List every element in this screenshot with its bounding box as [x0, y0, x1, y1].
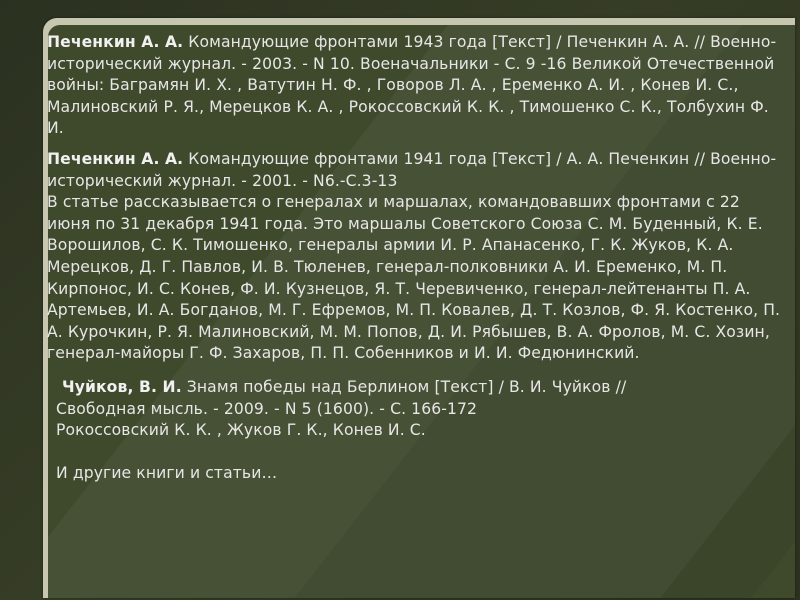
entry-author: Печенкин А. А. [47, 149, 184, 168]
entry-subjects: Рокоссовский К. К. , Жуков Г. К., Конев И. С. [56, 421, 426, 440]
bibliography-entry [47, 377, 782, 442]
closing-note: И другие книги и статьи… [56, 463, 278, 482]
entry-citation: Командующие фронтами 1943 года [Текст] / Печенкин А. А. // Военно-исторический журнал. - 2003. - N 10. Военачальники - С. 9 -16 Великой Отечественной войны: Баграмян И. Х. , Ватутин Н. Ф. , Говоров Л. А. , Еременко А. И. , Конев И. С., Малиновский Р. Я., Мерецков К. А. , Рокоссовский К. К. , Тимошенко С. К., Толбухин Ф. И. [47, 33, 777, 138]
bibliography-list [47, 32, 782, 484]
entry-description: В статье рассказывается о генералах и маршалах, командовавших фронтами с 22 июня по 31 декабря 1941 года. Это маршалы Советского Союза С. М. Буденный, К. Е. Ворошилов, С. К. Тимошенко, генералы армии И. Р. Апанасенко, Г. К. Жуков, К. А. Мерецков, Д. Г. Павлов, И. В. Тюленев, генерал-полковники А. И. Еременко, М. П. Кирпонос, И. С. Конев, Ф. И. Кузнецов, Я. Т. Черевиченко, генерал-лейтенанты П. А. Артемьев, И. А. Богданов, М. Г. Ефремов, М. П. Ковалев, Д. Т. Козлов, Ф. Я. Костенко, П. А. Курочкин, Р. Я. Малиновский, М. М. Попов, Д. И. Рябышев, В. А. Фролов, М. С. Хозин, генерал-майоры Г. Ф. Захаров, П. П. Собенников и И. И. Федюнинский. [47, 193, 781, 363]
bibliography-entry [47, 32, 782, 140]
entry-citation: Командующие фронтами 1941 года [Текст] / А. А. Печенкин // Военно-исторический журнал. - 2001. - N6.-С.3-13 [47, 149, 777, 190]
entry-citation-line: Свободная мысль. - 2009. - N 5 (1600). - С. 166-172 [56, 399, 478, 418]
bibliography-entry [47, 149, 782, 365]
entry-author: Печенкин А. А. [47, 33, 184, 51]
entry-citation: Знамя победы над Берлином [Текст] / В. И. Чуйков // [181, 377, 627, 396]
entry-first-line [56, 377, 782, 399]
entry-author: Чуйков, В. И. [62, 377, 182, 396]
